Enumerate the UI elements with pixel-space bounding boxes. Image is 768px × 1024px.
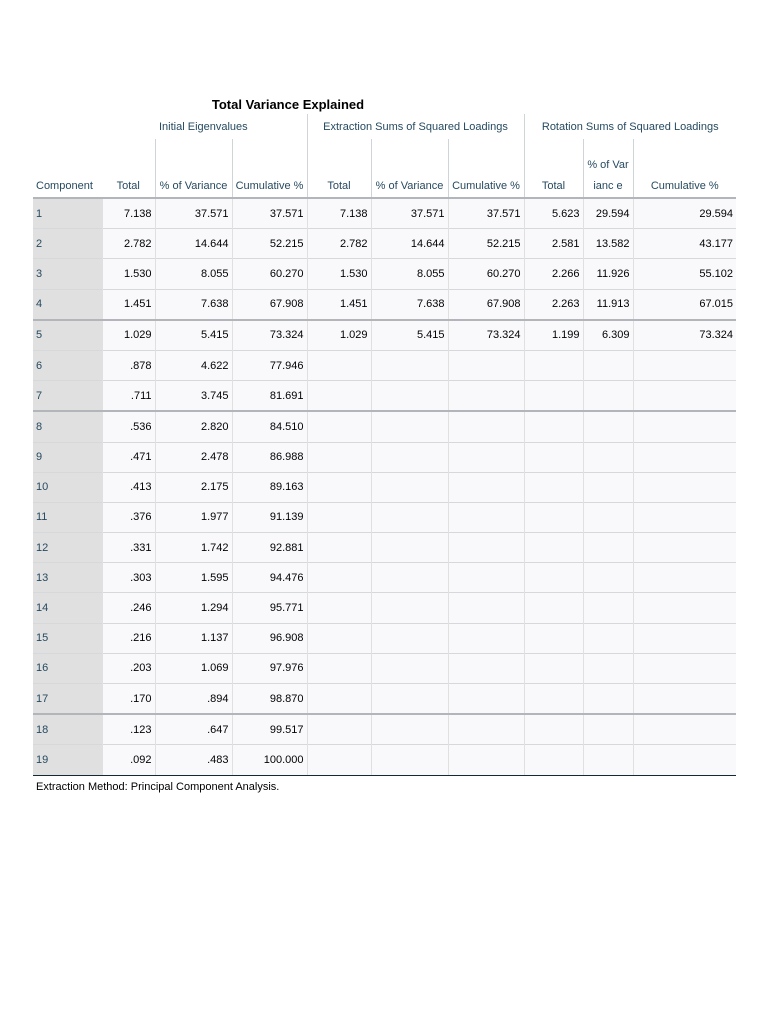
cell-initial-pct-variance: 1.069 (155, 653, 232, 683)
cell-component: 9 (33, 442, 102, 472)
cell-rotation-pct-variance (583, 502, 633, 532)
cell-initial-total: .216 (102, 623, 155, 653)
cell-rotation-pct-variance (583, 472, 633, 502)
cell-initial-total: .303 (102, 563, 155, 593)
cell-rotation-total (524, 533, 583, 563)
cell-rotation-total (524, 381, 583, 412)
cell-rotation-total (524, 623, 583, 653)
cell-rotation-pct-variance (583, 350, 633, 380)
cell-initial-pct-variance: 7.638 (155, 289, 232, 320)
cell-rotation-total (524, 472, 583, 502)
table-row (33, 472, 736, 502)
cell-initial-total: 1.530 (102, 259, 155, 289)
cell-extraction-total (307, 653, 371, 683)
group-initial-eigenvalues: Initial Eigenvalues (159, 120, 248, 133)
cell-initial-pct-variance: 8.055 (155, 259, 232, 289)
cell-extraction-cumulative (448, 563, 524, 593)
cell-rotation-cumulative (633, 714, 736, 745)
cell-extraction-cumulative (448, 472, 524, 502)
cell-initial-total: .471 (102, 442, 155, 472)
cell-rotation-cumulative (633, 472, 736, 502)
cell-extraction-pct-variance (371, 442, 448, 472)
table-row (33, 714, 736, 745)
cell-extraction-cumulative (448, 593, 524, 623)
cell-rotation-pct-variance: 11.913 (583, 289, 633, 320)
cell-extraction-pct-variance (371, 411, 448, 442)
cell-extraction-total: 2.782 (307, 229, 371, 259)
cell-initial-cumulative: 100.000 (232, 745, 307, 775)
cell-rotation-total (524, 653, 583, 683)
cell-rotation-cumulative (633, 563, 736, 593)
cell-initial-total: .203 (102, 653, 155, 683)
cell-initial-cumulative: 60.270 (232, 259, 307, 289)
col-rotation-total: Total (524, 139, 583, 198)
cell-extraction-total: 7.138 (307, 198, 371, 229)
cell-extraction-pct-variance (371, 563, 448, 593)
cell-component: 12 (33, 533, 102, 563)
cell-rotation-cumulative: 67.015 (633, 289, 736, 320)
cell-extraction-cumulative: 73.324 (448, 320, 524, 351)
cell-rotation-total (524, 684, 583, 715)
cell-rotation-total: 2.263 (524, 289, 583, 320)
table-row (33, 623, 736, 653)
table-row (33, 411, 736, 442)
cell-extraction-pct-variance (371, 745, 448, 775)
footnote: Extraction Method: Principal Component Analysis. (36, 781, 280, 793)
cell-initial-pct-variance: 1.595 (155, 563, 232, 593)
col-extraction-cumulative: Cumulative % (448, 139, 524, 198)
table-row (33, 350, 736, 380)
cell-rotation-cumulative: 43.177 (633, 229, 736, 259)
cell-rotation-pct-variance: 13.582 (583, 229, 633, 259)
cell-extraction-pct-variance: 8.055 (371, 259, 448, 289)
cell-extraction-pct-variance (371, 714, 448, 745)
cell-rotation-pct-variance (583, 623, 633, 653)
cell-rotation-pct-variance: 29.594 (583, 198, 633, 229)
cell-initial-pct-variance: 37.571 (155, 198, 232, 229)
cell-initial-total: .711 (102, 381, 155, 412)
cell-component: 4 (33, 289, 102, 320)
cell-component: 1 (33, 198, 102, 229)
cell-extraction-total (307, 745, 371, 775)
cell-rotation-total (524, 745, 583, 775)
cell-rotation-cumulative: 29.594 (633, 198, 736, 229)
cell-rotation-pct-variance (583, 745, 633, 775)
cell-rotation-cumulative (633, 411, 736, 442)
col-initial-cumulative: Cumulative % (232, 139, 307, 198)
cell-component: 13 (33, 563, 102, 593)
cell-rotation-total (524, 442, 583, 472)
cell-initial-cumulative: 73.324 (232, 320, 307, 351)
cell-initial-cumulative: 91.139 (232, 502, 307, 532)
cell-extraction-cumulative (448, 684, 524, 715)
cell-extraction-cumulative (448, 350, 524, 380)
cell-initial-cumulative: 67.908 (232, 289, 307, 320)
cell-initial-cumulative: 97.976 (232, 653, 307, 683)
cell-extraction-cumulative (448, 533, 524, 563)
cell-initial-pct-variance: .483 (155, 745, 232, 775)
cell-extraction-pct-variance: 14.644 (371, 229, 448, 259)
cell-initial-total: .376 (102, 502, 155, 532)
table-row (33, 593, 736, 623)
cell-initial-total: 1.451 (102, 289, 155, 320)
cell-rotation-cumulative (633, 684, 736, 715)
cell-extraction-cumulative (448, 442, 524, 472)
total-variance-table (33, 114, 736, 776)
cell-rotation-cumulative (633, 381, 736, 412)
cell-extraction-cumulative: 60.270 (448, 259, 524, 289)
cell-component: 5 (33, 320, 102, 351)
cell-component: 14 (33, 593, 102, 623)
cell-extraction-total: 1.530 (307, 259, 371, 289)
cell-initial-pct-variance: 14.644 (155, 229, 232, 259)
cell-rotation-cumulative (633, 533, 736, 563)
cell-component: 11 (33, 502, 102, 532)
cell-rotation-cumulative (633, 745, 736, 775)
cell-extraction-pct-variance (371, 684, 448, 715)
table-row (33, 563, 736, 593)
cell-initial-cumulative: 84.510 (232, 411, 307, 442)
table-row (33, 502, 736, 532)
cell-rotation-pct-variance (583, 563, 633, 593)
cell-initial-cumulative: 98.870 (232, 684, 307, 715)
cell-rotation-cumulative (633, 593, 736, 623)
cell-component: 18 (33, 714, 102, 745)
cell-rotation-pct-variance (583, 653, 633, 683)
cell-component: 17 (33, 684, 102, 715)
cell-extraction-total (307, 411, 371, 442)
cell-initial-cumulative: 86.988 (232, 442, 307, 472)
cell-extraction-cumulative (448, 653, 524, 683)
group-extraction-loadings: Extraction Sums of Squared Loadings (307, 114, 524, 139)
cell-extraction-total (307, 593, 371, 623)
table-title: Total Variance Explained (211, 97, 365, 112)
cell-rotation-cumulative (633, 623, 736, 653)
cell-rotation-total: 2.266 (524, 259, 583, 289)
cell-initial-pct-variance: 3.745 (155, 381, 232, 412)
cell-initial-cumulative: 52.215 (232, 229, 307, 259)
col-extraction-pct-variance: % of Variance (371, 139, 448, 198)
cell-rotation-total (524, 411, 583, 442)
col-rotation-cumulative: Cumulative % (633, 139, 736, 198)
table-row (33, 229, 736, 259)
cell-extraction-pct-variance (371, 502, 448, 532)
cell-rotation-total (524, 593, 583, 623)
cell-rotation-total (524, 502, 583, 532)
cell-initial-pct-variance: 1.742 (155, 533, 232, 563)
cell-extraction-total (307, 684, 371, 715)
cell-extraction-total (307, 442, 371, 472)
cell-extraction-cumulative (448, 714, 524, 745)
cell-extraction-total (307, 472, 371, 502)
cell-initial-total: .331 (102, 533, 155, 563)
cell-extraction-pct-variance: 5.415 (371, 320, 448, 351)
cell-rotation-total: 5.623 (524, 198, 583, 229)
cell-initial-pct-variance: 2.820 (155, 411, 232, 442)
cell-extraction-total: 1.451 (307, 289, 371, 320)
cell-extraction-pct-variance: 37.571 (371, 198, 448, 229)
table-row (33, 442, 736, 472)
cell-extraction-pct-variance (371, 533, 448, 563)
cell-extraction-pct-variance (371, 623, 448, 653)
col-initial-pct-variance: % of Variance (155, 139, 232, 198)
cell-extraction-cumulative (448, 502, 524, 532)
cell-extraction-total (307, 533, 371, 563)
cell-initial-total: .170 (102, 684, 155, 715)
table-row (33, 533, 736, 563)
col-rotation-pct-variance: % of Varianc e (583, 139, 633, 198)
cell-rotation-total (524, 350, 583, 380)
cell-rotation-total (524, 714, 583, 745)
cell-rotation-pct-variance (583, 593, 633, 623)
cell-extraction-cumulative: 37.571 (448, 198, 524, 229)
cell-initial-cumulative: 94.476 (232, 563, 307, 593)
cell-initial-pct-variance: 1.294 (155, 593, 232, 623)
cell-extraction-total (307, 381, 371, 412)
cell-initial-pct-variance: 4.622 (155, 350, 232, 380)
cell-initial-total: .123 (102, 714, 155, 745)
cell-initial-pct-variance: 5.415 (155, 320, 232, 351)
cell-rotation-pct-variance (583, 533, 633, 563)
cell-initial-pct-variance: .894 (155, 684, 232, 715)
cell-component: 16 (33, 653, 102, 683)
cell-component: 3 (33, 259, 102, 289)
cell-initial-total: 1.029 (102, 320, 155, 351)
cell-extraction-total (307, 714, 371, 745)
cell-rotation-cumulative: 73.324 (633, 320, 736, 351)
cell-component: 8 (33, 411, 102, 442)
col-initial-total: Total (102, 139, 155, 198)
cell-initial-pct-variance: .647 (155, 714, 232, 745)
cell-initial-total: .878 (102, 350, 155, 380)
cell-extraction-cumulative (448, 381, 524, 412)
table-row (33, 381, 736, 412)
table-row (33, 320, 736, 351)
cell-rotation-pct-variance (583, 381, 633, 412)
table-body (33, 198, 736, 775)
cell-extraction-total (307, 350, 371, 380)
cell-rotation-pct-variance (583, 684, 633, 715)
cell-component: 2 (33, 229, 102, 259)
cell-extraction-pct-variance (371, 381, 448, 412)
cell-rotation-cumulative (633, 442, 736, 472)
cell-initial-cumulative: 81.691 (232, 381, 307, 412)
cell-rotation-cumulative (633, 350, 736, 380)
cell-initial-total: .536 (102, 411, 155, 442)
cell-initial-cumulative: 77.946 (232, 350, 307, 380)
cell-initial-pct-variance: 2.478 (155, 442, 232, 472)
cell-extraction-cumulative: 67.908 (448, 289, 524, 320)
cell-extraction-pct-variance (371, 472, 448, 502)
cell-initial-total: 2.782 (102, 229, 155, 259)
cell-initial-pct-variance: 2.175 (155, 472, 232, 502)
cell-initial-total: .413 (102, 472, 155, 502)
cell-rotation-pct-variance (583, 714, 633, 745)
table-row (33, 745, 736, 775)
cell-extraction-pct-variance: 7.638 (371, 289, 448, 320)
cell-initial-cumulative: 37.571 (232, 198, 307, 229)
cell-rotation-pct-variance (583, 411, 633, 442)
cell-extraction-pct-variance (371, 653, 448, 683)
cell-extraction-cumulative (448, 623, 524, 653)
cell-extraction-total (307, 502, 371, 532)
table-row (33, 289, 736, 320)
cell-rotation-cumulative: 55.102 (633, 259, 736, 289)
cell-extraction-pct-variance (371, 350, 448, 380)
table-row (33, 684, 736, 715)
cell-rotation-total: 1.199 (524, 320, 583, 351)
cell-initial-total: 7.138 (102, 198, 155, 229)
cell-rotation-cumulative (633, 653, 736, 683)
cell-initial-total: .246 (102, 593, 155, 623)
cell-initial-pct-variance: 1.137 (155, 623, 232, 653)
cell-component: 15 (33, 623, 102, 653)
cell-initial-cumulative: 99.517 (232, 714, 307, 745)
cell-component: 6 (33, 350, 102, 380)
cell-extraction-cumulative: 52.215 (448, 229, 524, 259)
cell-extraction-cumulative (448, 411, 524, 442)
cell-initial-cumulative: 96.908 (232, 623, 307, 653)
cell-initial-cumulative: 89.163 (232, 472, 307, 502)
cell-component: 19 (33, 745, 102, 775)
cell-rotation-pct-variance: 11.926 (583, 259, 633, 289)
table-row (33, 653, 736, 683)
col-extraction-total: Total (307, 139, 371, 198)
cell-extraction-total (307, 623, 371, 653)
cell-extraction-total: 1.029 (307, 320, 371, 351)
cell-extraction-total (307, 563, 371, 593)
cell-component: 10 (33, 472, 102, 502)
cell-rotation-pct-variance: 6.309 (583, 320, 633, 351)
cell-rotation-total: 2.581 (524, 229, 583, 259)
cell-initial-total: .092 (102, 745, 155, 775)
cell-initial-cumulative: 92.881 (232, 533, 307, 563)
cell-rotation-cumulative (633, 502, 736, 532)
cell-extraction-cumulative (448, 745, 524, 775)
cell-initial-cumulative: 95.771 (232, 593, 307, 623)
table-row (33, 259, 736, 289)
cell-extraction-pct-variance (371, 593, 448, 623)
cell-component: 7 (33, 381, 102, 412)
cell-rotation-pct-variance (583, 442, 633, 472)
table-row (33, 198, 736, 229)
group-rotation-loadings: Rotation Sums of Squared Loadings (524, 114, 736, 139)
cell-rotation-total (524, 563, 583, 593)
cell-initial-pct-variance: 1.977 (155, 502, 232, 532)
col-component: Component (33, 139, 102, 198)
